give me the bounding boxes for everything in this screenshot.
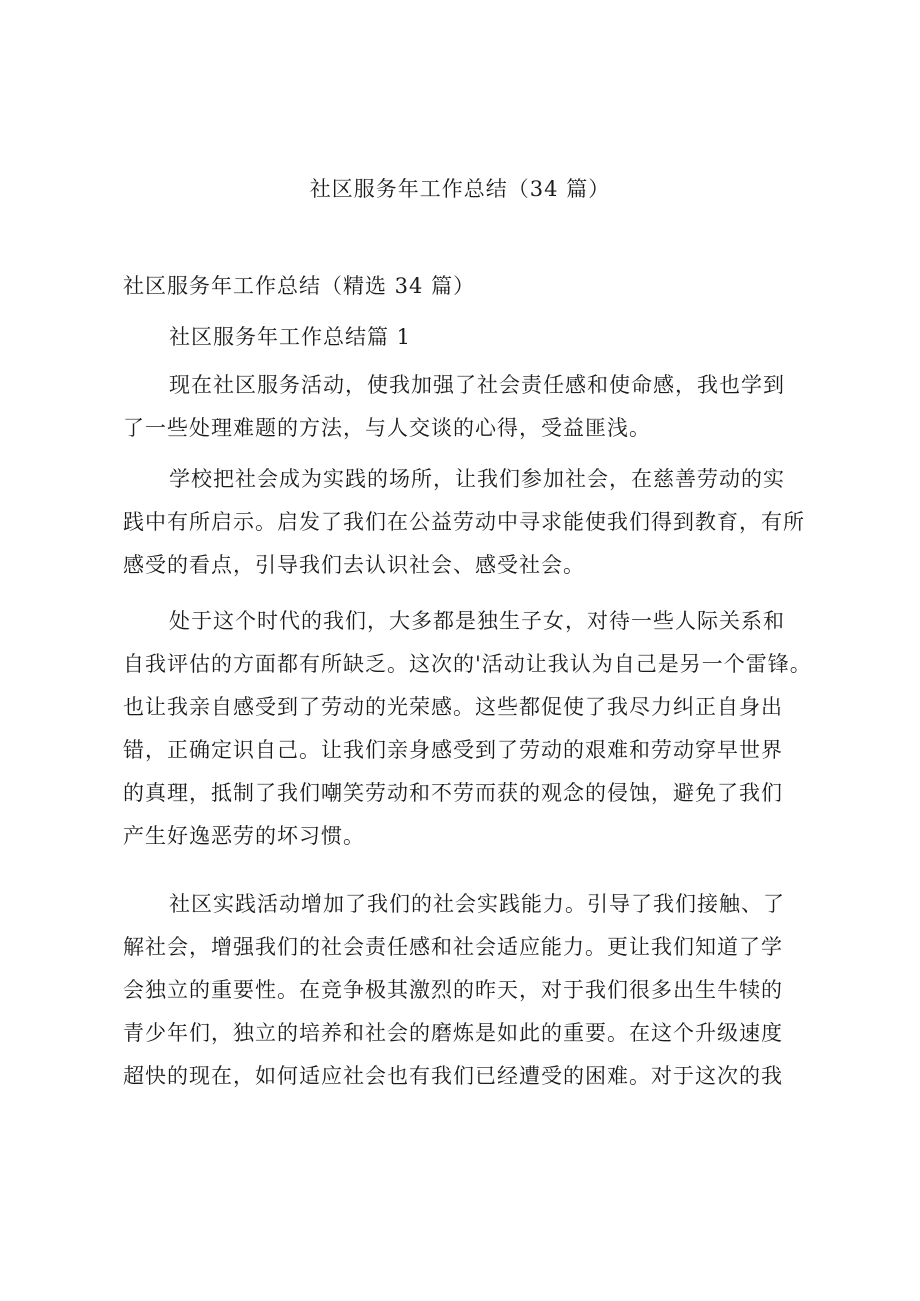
paragraph-line: 也让我亲自感受到了劳动的光荣感。这些都促使了我尽力纠正自身出 bbox=[123, 695, 783, 719]
paragraph-2 bbox=[123, 458, 823, 587]
paragraph-line: 解社会，增强我们的社会责任感和社会适应能力。更让我们知道了学 bbox=[123, 935, 783, 959]
paragraph-1 bbox=[123, 364, 823, 450]
paragraph-line: 践中有所启示。启发了我们在公益劳动中寻求能使我们得到教育，有所 bbox=[123, 510, 805, 534]
paragraph-line: 感受的看点，引导我们去认识社会、感受社会。 bbox=[123, 553, 585, 577]
paragraph-line: 会独立的重要性。在竞争极其激烈的昨天，对于我们很多出生牛犊的 bbox=[123, 978, 783, 1002]
paragraph-line: 学校把社会成为实践的场所，让我们参加社会，在慈善劳动的实 bbox=[169, 467, 785, 491]
paragraph-line: 青少年们，独立的培养和社会的磨炼是如此的重要。在这个升级速度 bbox=[123, 1021, 783, 1045]
paragraph-line: 超快的现在，如何适应社会也有我们已经遭受的困难。对于这次的我 bbox=[123, 1064, 783, 1088]
paragraph-line: 处于这个时代的我们，大多都是独生子女，对待一些人际关系和 bbox=[169, 609, 785, 633]
paragraph-line: 了一些处理难题的方法，与人交谈的心得，受益匪浅。 bbox=[123, 416, 651, 440]
paragraph-4 bbox=[123, 883, 823, 1098]
paragraph-line: 错，正确定识自己。让我们亲身感受到了劳动的艰难和劳动穿早世界 bbox=[123, 738, 783, 762]
section-heading: 社区服务年工作总结篇 1 bbox=[169, 325, 412, 349]
paragraph-3 bbox=[123, 600, 823, 858]
document-title: 社区服务年工作总结（34 篇） bbox=[309, 177, 611, 201]
paragraph-line: 自我评估的方面都有所缺乏。这次的'活动让我认为自己是另一个雷锋。 bbox=[123, 652, 812, 676]
paragraph-line: 的真理，抵制了我们嘲笑劳动和不劳而获的观念的侵蚀，避免了我们 bbox=[123, 781, 783, 805]
paragraph-line: 产生好逸恶劳的坏习惯。 bbox=[123, 824, 365, 848]
paragraph-line: 现在社区服务活动，使我加强了社会责任感和使命感，我也学到 bbox=[169, 373, 785, 397]
paragraph-line: 社区实践活动增加了我们的社会实践能力。引导了我们接触、了 bbox=[169, 892, 785, 916]
document-subtitle: 社区服务年工作总结（精选 34 篇） bbox=[123, 274, 476, 298]
